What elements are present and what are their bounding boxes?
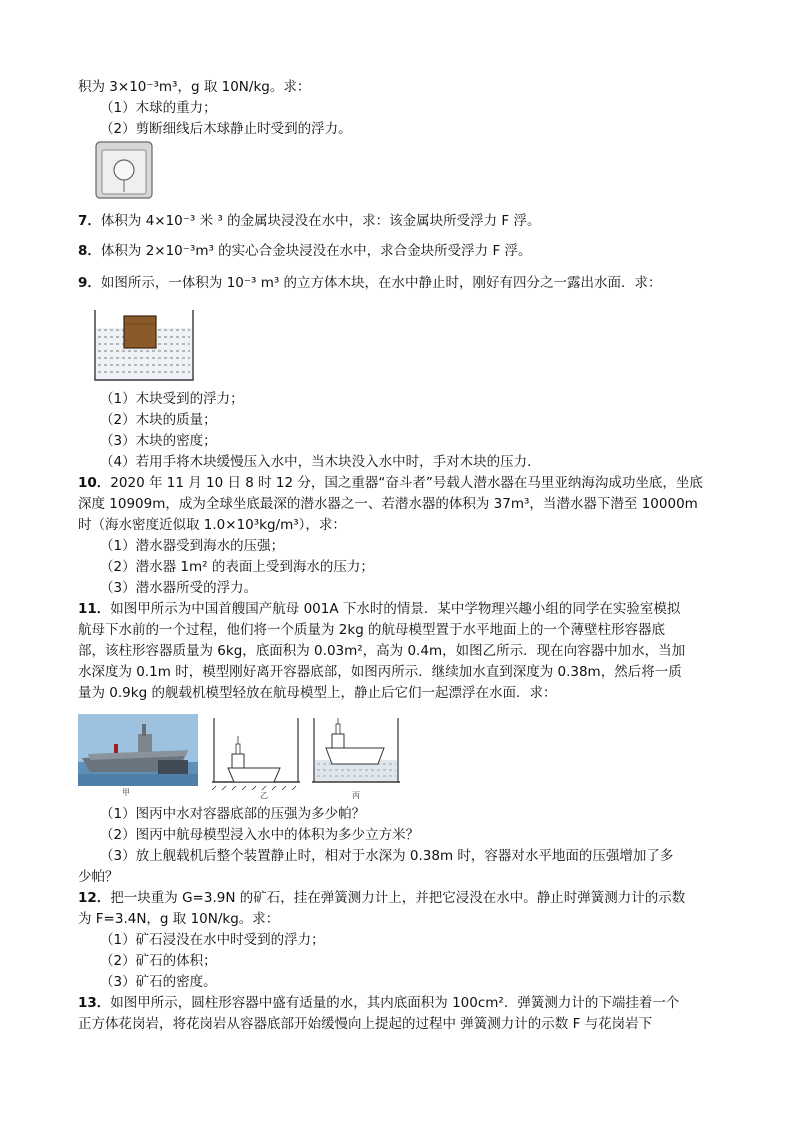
text-line: 深度 10909m，成为全球坐底最深的潜水器之一、若潜水器的体积为 37m³，当潜水器下潜至 10000m: [78, 496, 698, 512]
question-12: [78, 889, 685, 907]
carrier-photo-figure: [78, 714, 198, 786]
text-line: 部，该柱形容器质量为 6kg，底面积为 0.03m²，高为 0.4m，如图乙所示．现在向容器中加水，当加: [78, 643, 686, 659]
text-line: （2）图丙中航母模型浸入水中的体积为多少立方米？: [100, 827, 420, 843]
label-bing: 丙: [352, 791, 360, 800]
question-8: [78, 242, 532, 260]
question-text: 如图甲所示为中国首艘国产航母 001A 下水时的情景．某中学物理兴趣小组的同学在实验室模拟: [110, 601, 681, 617]
question-text: 如图甲所示，圆柱形容器中盛有适量的水，其内底面积为 100cm²．弹簧测力计的下端挂着一个: [110, 995, 680, 1011]
question-10: [78, 474, 703, 492]
question-number: 10．: [78, 475, 111, 491]
text-line: （1）木块受到的浮力；: [100, 391, 244, 407]
text-line: （3）木块的密度；: [100, 433, 217, 449]
question-number: 8．: [78, 243, 101, 259]
question-text: 把一块重为 G=3.9N 的矿石，挂在弹簧测力计上，并把它浸没在水中。静止时弹簧测力计的示数: [110, 890, 686, 906]
question-number: 9．: [78, 275, 101, 291]
text-line: （3）矿石的密度。: [100, 974, 217, 990]
label-jia-text: 甲: [122, 788, 130, 797]
water-tank-figure: [94, 308, 194, 382]
text-line: （4）若用手将木块缓慢压入水中，当木块没入水中时，手对木块的压力．: [100, 454, 541, 470]
text-line: 少帕？: [78, 869, 119, 885]
text-line: （2）潜水器 1m² 的表面上受到海水的压力；: [100, 559, 374, 575]
question-7: [78, 212, 540, 230]
question-number: 11．: [78, 601, 111, 617]
question-number: 12．: [78, 890, 111, 906]
label-yi: 乙: [260, 791, 268, 800]
text-line: （1）矿石浸没在水中时受到的浮力；: [100, 932, 325, 948]
label-jia: [120, 786, 140, 798]
text-line: （1）木球的重力；: [100, 100, 217, 116]
container-empty-figure: [212, 718, 300, 800]
question-number: 13．: [78, 995, 111, 1011]
question-number: 7．: [78, 213, 101, 229]
text-line: 水深度为 0.1m 时，模型刚好离开容器底部，如图丙所示．继续加水直到深度为 0.38m，然后将一质: [78, 664, 682, 680]
text-line: （2）木块的质量；: [100, 412, 217, 428]
text-line: （3）放上舰载机后整个装置静止时，相对于水深为 0.38m 时，容器对水平地面的压强增加了多: [100, 848, 674, 864]
text-line: （1）图丙中水对容器底部的压强为多少帕？: [100, 806, 366, 822]
question-9: [78, 274, 662, 292]
beaker-ball-figure: [94, 140, 156, 200]
container-water-figure: [312, 718, 400, 800]
text-line: 量为 0.9kg 的舰载机模型轻放在航母模型上，静止后它们一起漂浮在水面．求：: [78, 685, 557, 701]
question-text: 体积为 2×10⁻³m³ 的实心合金块浸没在水中，求合金块所受浮力 F 浮。: [100, 243, 532, 259]
text-line: 积为 3×10⁻³m³，g 取 10N/kg。求：: [78, 79, 311, 95]
question-13: [78, 994, 679, 1012]
text-line: 正方体花岗岩，将花岗岩从容器底部开始缓慢向上提起的过程中 弹簧测力计的示数 F 与花岗岩下: [78, 1016, 653, 1032]
text-line: （1）潜水器受到海水的压强；: [100, 538, 285, 554]
text-line: 为 F=3.4N，g 取 10N/kg。求：: [78, 911, 280, 927]
text-line: 航母下水前的一个过程，他们将一个质量为 2kg 的航母模型置于水平地面上的一个薄壁柱形容器底: [78, 622, 666, 638]
question-text: 如图所示，一体积为 10⁻³ m³ 的立方体木块，在水中静止时，刚好有四分之一露出水面．求：: [100, 275, 662, 291]
text-line: （2）剪断细线后木球静止时受到的浮力。: [100, 121, 352, 137]
text-line: （2）矿石的体积；: [100, 953, 217, 969]
text-line: 时（海水密度近似取 1.0×10³kg/m³），求：: [78, 517, 346, 533]
text-line: （3）潜水器所受的浮力。: [100, 580, 258, 596]
question-text: 2020 年 11 月 10 日 8 时 12 分，国之重器“奋斗者”号载人潜水器在马里亚纳海沟成功坐底，坐底: [110, 475, 703, 491]
question-11: [78, 600, 680, 618]
question-text: 体积为 4×10⁻³ 米 ³ 的金属块浸没在水中，求：该金属块所受浮力 F 浮。: [100, 213, 541, 229]
